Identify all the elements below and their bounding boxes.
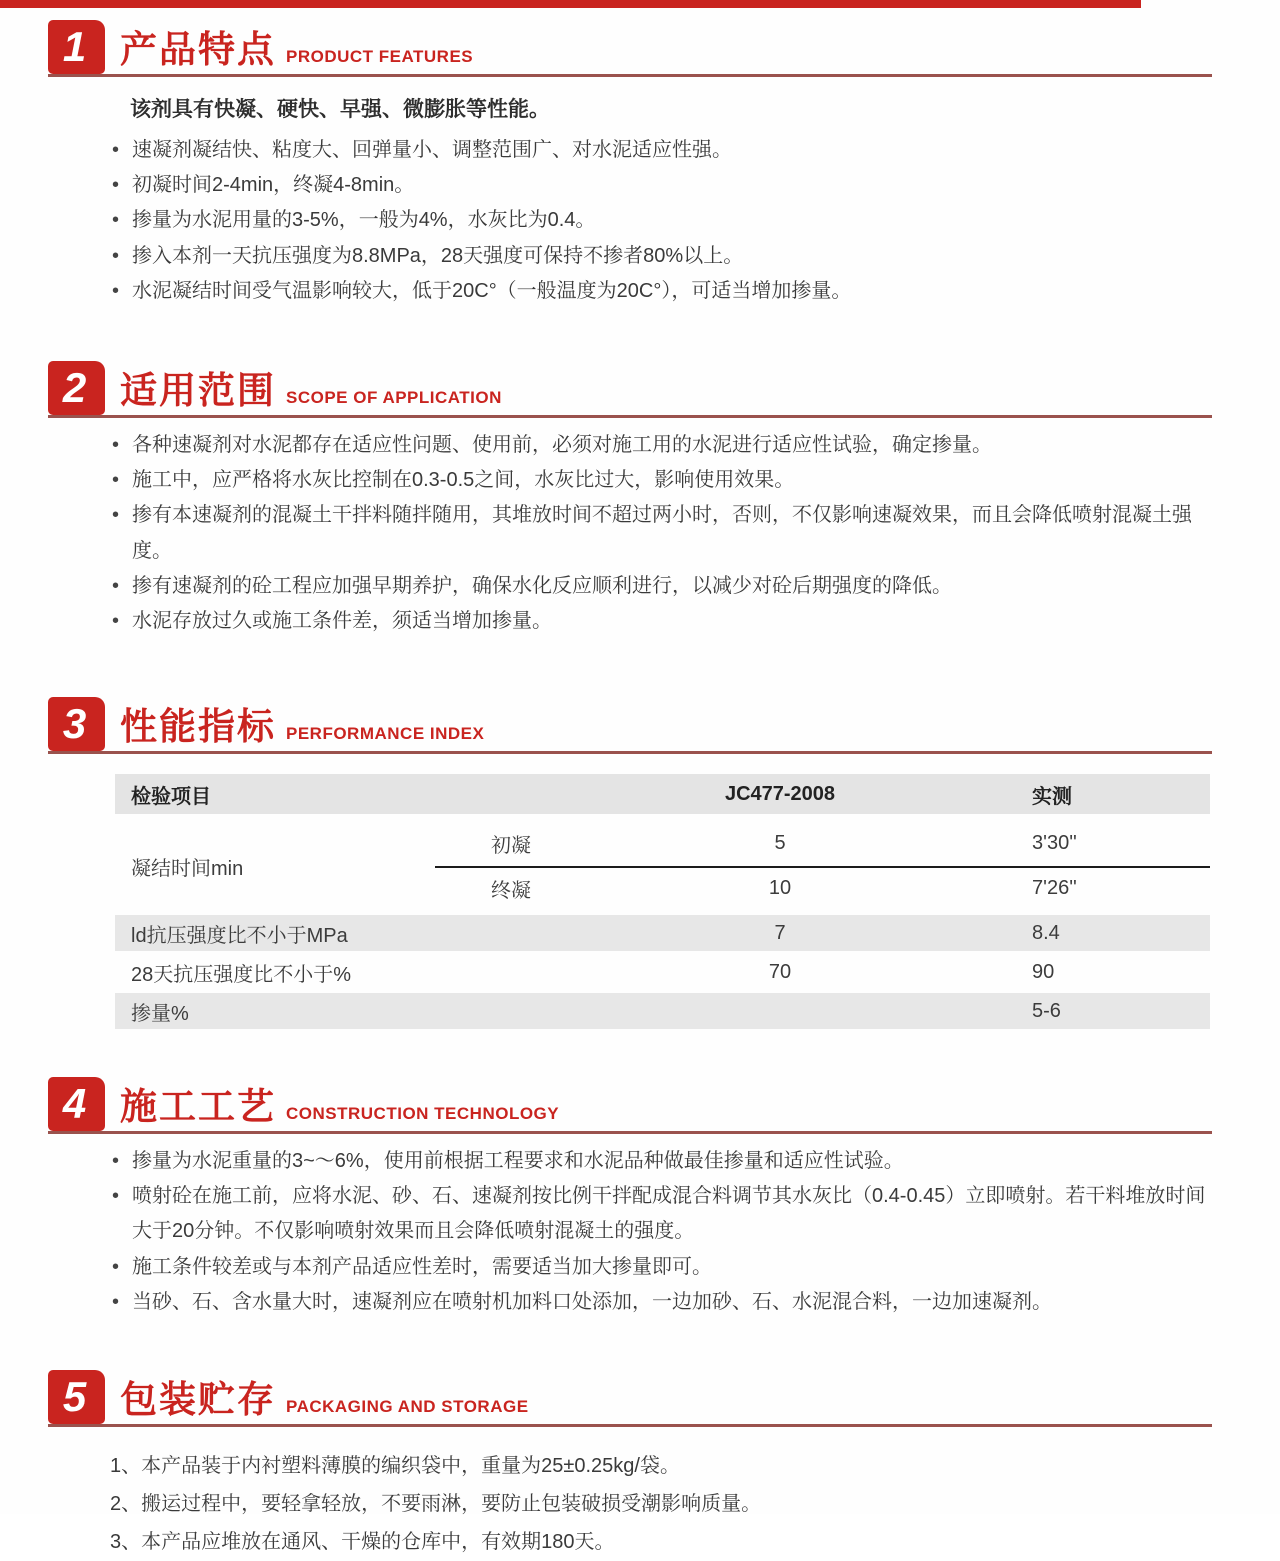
section-header [48,20,1212,77]
list-item: 2、搬运过程中，要轻拿轻放，不要雨淋，要防止包装破损受潮影响质量。 [110,1493,762,1515]
list-item: 3、本产品应堆放在通风、干燥的仓库中，有效期180天。 [110,1531,615,1553]
section-title-zh: 包装贮存 [120,1379,276,1420]
final-set-label: 终凝 [491,880,531,903]
section-header [48,1370,1212,1427]
row-divider-line [435,866,1210,868]
section-number-badge: 3 [48,697,105,751]
row-item: ld抗压强度比不小于MPa [131,924,348,947]
table-header-standard: JC477-2008 [724,782,836,805]
list-item: • 速凝剂凝结快、粘度大、回弹量小、调整范围广、对水泥适应性强。 [110,133,1225,168]
row-measured: 90 [1032,960,1055,983]
section-number-badge: 1 [48,20,105,74]
list-item: • 掺有本速凝剂的混凝土干拌料随拌随用，其堆放时间不超过两小时，否则，不仅影响速凝效果，而且会降低喷射混凝土强度。 [110,498,1225,568]
initial-set-label: 初凝 [491,835,531,858]
top-accent-bar [0,0,1141,8]
section-number-badge: 4 [48,1077,105,1131]
section-title-zh: 性能指标 [120,706,276,748]
table-row [115,993,1210,1029]
section-title-en: PRODUCT FEATURES [286,47,474,66]
list-item: • 施工条件较差或与本剂产品适应性差时，需要适当加大掺量即可。 [110,1250,1225,1285]
performance-table [115,774,1210,1029]
initial-set-measured: 3'30'' [1032,832,1077,855]
section-scope-of-application [0,361,1280,639]
list-item: • 掺入本剂一天抗压强度为8.8MPa，28天强度可保持不掺者80%以上。 [110,239,1225,274]
final-set-measured: 7'26'' [1032,877,1077,900]
construction-list [110,1144,1225,1320]
list-item: • 水泥存放过久或施工条件差，须适当增加掺量。 [110,604,1225,639]
initial-set-standard: 5 [774,832,786,855]
list-item: • 当砂、石、含水量大时，速凝剂应在喷射机加料口处添加，一边加砂、石、水泥混合料，一边加速凝剂。 [110,1285,1225,1320]
row-standard: 7 [774,921,786,944]
list-item: • 喷射砼在施工前，应将水泥、砂、石、速凝剂按比例干拌配成混合料调节其水灰比（0.4-0.45）立即喷射。若干料堆放时间大于20分钟。不仅影响喷射效果而且会降低喷射混凝土的强度。 [110,1179,1225,1249]
section-title-en: SCOPE OF APPLICATION [286,387,502,407]
section-header [48,361,1212,418]
row-standard: 70 [768,960,792,983]
list-item: • 掺量为水泥重量的3~～6%，使用前根据工程要求和水泥品种做最佳掺量和适应性试验。 [110,1144,1225,1179]
row-measured: 5-6 [1032,999,1061,1022]
list-item: • 水泥凝结时间受气温影响较大，低于20C°（一般温度为20C°），可适当增加掺量。 [110,274,1225,309]
setting-time-label: 凝结时间min [131,857,244,880]
intro-text: 该剂具有快凝、硬快、早强、微膨胀等性能。 [130,98,550,121]
scope-list [110,428,1225,639]
section-header [48,1077,1212,1134]
section-title-en: PACKAGING AND STORAGE [286,1397,529,1416]
row-measured: 8.4 [1032,921,1060,944]
section-title-zh: 产品特点 [120,29,276,70]
table-header-measured: 实测 [1032,785,1072,808]
section-product-features [0,20,1280,309]
feature-list [110,133,1225,309]
table-row [115,954,1210,990]
list-item: • 施工中，应严格将水灰比控制在0.3-0.5之间，水灰比过大，影响使用效果。 [110,463,1225,498]
section-construction-technology [0,1077,1280,1320]
section-performance-index [0,697,1280,1029]
table-row-setting-time [115,821,1210,911]
section-header [48,697,1212,754]
section-title-en: CONSTRUCTION TECHNOLOGY [286,1104,560,1124]
final-set-standard: 10 [768,877,792,900]
list-item: 1、本产品装于内衬塑料薄膜的编织袋中，重量为25±0.25kg/袋。 [110,1455,680,1477]
list-item: • 初凝时间2-4min，终凝4-8min。 [110,168,1225,203]
list-item: • 掺量为水泥用量的3-5%，一般为4%，水灰比为0.4。 [110,203,1225,238]
section-title-zh: 施工工艺 [120,1086,276,1128]
list-item: • 掺有速凝剂的砼工程应加强早期养护，确保水化反应顺利进行，以减少对砼后期强度的降低。 [110,569,1225,604]
table-header-row [115,774,1210,814]
row-item: 28天抗压强度比不小于% [131,963,352,986]
table-row [115,915,1210,951]
section-title-en: PERFORMANCE INDEX [286,724,485,744]
section-number-badge: 2 [48,361,105,415]
section-title-zh: 适用范围 [120,369,276,411]
packaging-list [110,1447,1225,1561]
section-number-badge: 5 [48,1370,105,1424]
section-packaging-storage [0,1370,1280,1561]
row-item: 掺量% [131,1002,189,1025]
table-header-item: 检验项目 [131,785,211,808]
list-item: • 各种速凝剂对水泥都存在适应性问题、使用前，必须对施工用的水泥进行适应性试验，确定掺量。 [110,428,1225,463]
